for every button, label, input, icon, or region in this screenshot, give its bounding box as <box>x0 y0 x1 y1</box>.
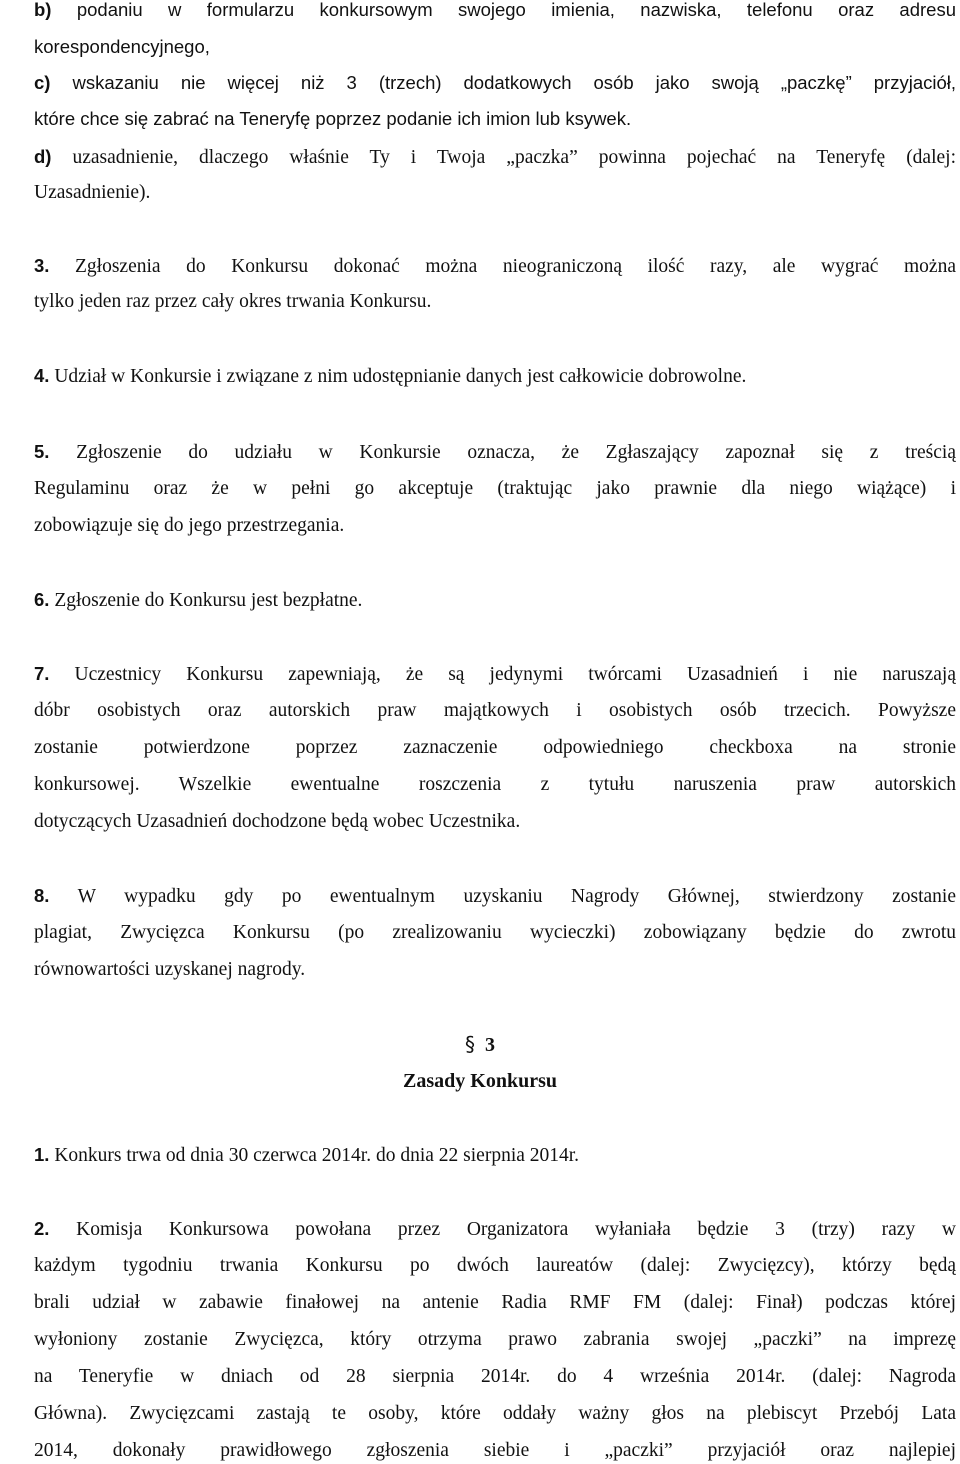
section-item-2-number: 2. <box>34 1218 50 1239</box>
section-number: 3 <box>485 1034 495 1056</box>
paragraph-7-line-1 <box>34 662 956 687</box>
item-c-line-2: które chce się zabrać na Teneryfę poprzez podanie ich imion lub ksywek. <box>34 108 632 129</box>
item-c-label: c) <box>34 72 51 93</box>
item-d-label: d) <box>34 146 52 167</box>
section-heading-number <box>0 1032 960 1057</box>
paragraph-6-line-1 <box>34 588 956 613</box>
paragraph-3-text-1: Zgłoszenia do Konkursu dokonać można nieograniczoną ilość razy, ale wygrać można <box>75 256 956 277</box>
paragraph-4-text-1: Udział w Konkursie i związane z nim udostępnianie danych jest całkowicie dobrowolne. <box>54 366 747 387</box>
item-c-text-1: wskazaniu nie więcej niż 3 (trzech) dodatkowych osób jako swoją „paczkę” przyjaciół, <box>72 72 956 93</box>
section-item-2-line-3: brali udział w zabawie finałowej na antenie Radia RMF FM (dalej: Finał) podczas której <box>34 1292 956 1313</box>
paragraph-7-line-2: dóbr osobistych oraz autorskich praw majątkowych i osobistych osób trzecich. Powyższe <box>34 700 956 721</box>
section-item-2-line-4: wyłoniony zostanie Zwycięzca, który otrzyma prawo zabrania swojej „paczki” na imprezę <box>34 1329 956 1350</box>
paragraph-3-line-1 <box>34 254 956 279</box>
item-b-text-1: podaniu w formularzu konkursowym swojego imienia, nazwiska, telefonu oraz adresu <box>76 0 956 20</box>
paragraph-7-line-3: zostanie potwierdzone poprzez zaznaczenie odpowiedniego checkboxa na stronie <box>34 737 956 758</box>
paragraph-5-line-1 <box>34 440 956 465</box>
paragraph-6-number: 6. <box>34 589 50 610</box>
paragraph-8-text-1: W wypadku gdy po ewentualnym uzyskaniu Nagrody Głównej, stwierdzony zostanie <box>77 886 956 907</box>
item-b-label: b) <box>34 0 52 20</box>
section-item-2-line-6: Główna). Zwycięzcami zastają te osoby, które oddały ważny głos na plebiscyt Przebój Lata <box>34 1403 956 1424</box>
paragraph-8-line-1 <box>34 884 956 909</box>
section-item-2-line-7: 2014, dokonały prawidłowego zgłoszenia siebie i „paczki” przyjaciół oraz najlepiej <box>34 1440 956 1461</box>
paragraph-7-number: 7. <box>34 663 50 684</box>
paragraph-4-line-1 <box>34 364 956 389</box>
section-item-1-line-1 <box>34 1143 956 1168</box>
item-b-line-1 <box>34 0 956 22</box>
paragraph-8-line-3: równowartości uzyskanej nagrody. <box>34 959 306 980</box>
section-item-2-line-2: każdym tygodniu trwania Konkursu po dwóch laureatów (dalej: Zwycięzcy), którzy będą <box>34 1255 956 1276</box>
paragraph-6-text-1: Zgłoszenie do Konkursu jest bezpłatne. <box>54 590 363 611</box>
paragraph-5-number: 5. <box>34 441 50 462</box>
paragraph-4-number: 4. <box>34 365 50 386</box>
item-d-line-1 <box>34 145 956 170</box>
section-item-1-text-1: Konkurs trwa od dnia 30 czerwca 2014r. do dnia 22 sierpnia 2014r. <box>54 1145 580 1166</box>
item-d-text-1: uzasadnienie, dlaczego właśnie Ty i Twoja „paczka” powinna pojechać na Teneryfę (dalej: <box>72 147 956 168</box>
paragraph-5-text-1: Zgłoszenie do udziału w Konkursie oznacza, że Zgłaszający zapoznał się z treścią <box>76 442 956 463</box>
paragraph-3-number: 3. <box>34 255 50 276</box>
section-symbol: § <box>465 1032 475 1056</box>
paragraph-7-line-4: konkursowej. Wszelkie ewentualne roszczenia z tytułu naruszenia praw autorskich <box>34 774 956 795</box>
paragraph-8-line-2: plagiat, Zwycięzca Konkursu (po zrealizowaniu wycieczki) zobowiązany będzie do zwrotu <box>34 922 956 943</box>
item-c-line-1 <box>34 71 956 95</box>
paragraph-5-line-3: zobowiązuje się do jego przestrzegania. <box>34 515 345 536</box>
section-item-1-number: 1. <box>34 1144 50 1165</box>
paragraph-7-line-5: dotyczących Uzasadnień dochodzone będą wobec Uczestnika. <box>34 811 521 832</box>
section-item-2-line-1 <box>34 1217 956 1242</box>
paragraph-7-text-1: Uczestnicy Konkursu zapewniają, że są jedynymi twórcami Uzasadnień i nie naruszają <box>74 664 956 685</box>
section-title: Zasady Konkursu <box>403 1070 557 1092</box>
paragraph-8-number: 8. <box>34 885 50 906</box>
section-item-2-line-5: na Teneryfie w dniach od 28 sierpnia 2014r. do 4 września 2014r. (dalej: Nagroda <box>34 1366 956 1387</box>
item-d-line-2: Uzasadnienie). <box>34 182 151 203</box>
paragraph-5-line-2: Regulaminu oraz że w pełni go akceptuje (traktując jako prawnie dla niego wiążące) i <box>34 478 956 499</box>
item-b-line-2: korespondencyjnego, <box>34 36 210 57</box>
section-item-2-text-1: Komisja Konkursowa powołana przez Organizatora wyłaniała będzie 3 (trzy) razy w <box>76 1219 956 1240</box>
paragraph-3-line-2: tylko jeden raz przez cały okres trwania Konkursu. <box>34 291 432 312</box>
